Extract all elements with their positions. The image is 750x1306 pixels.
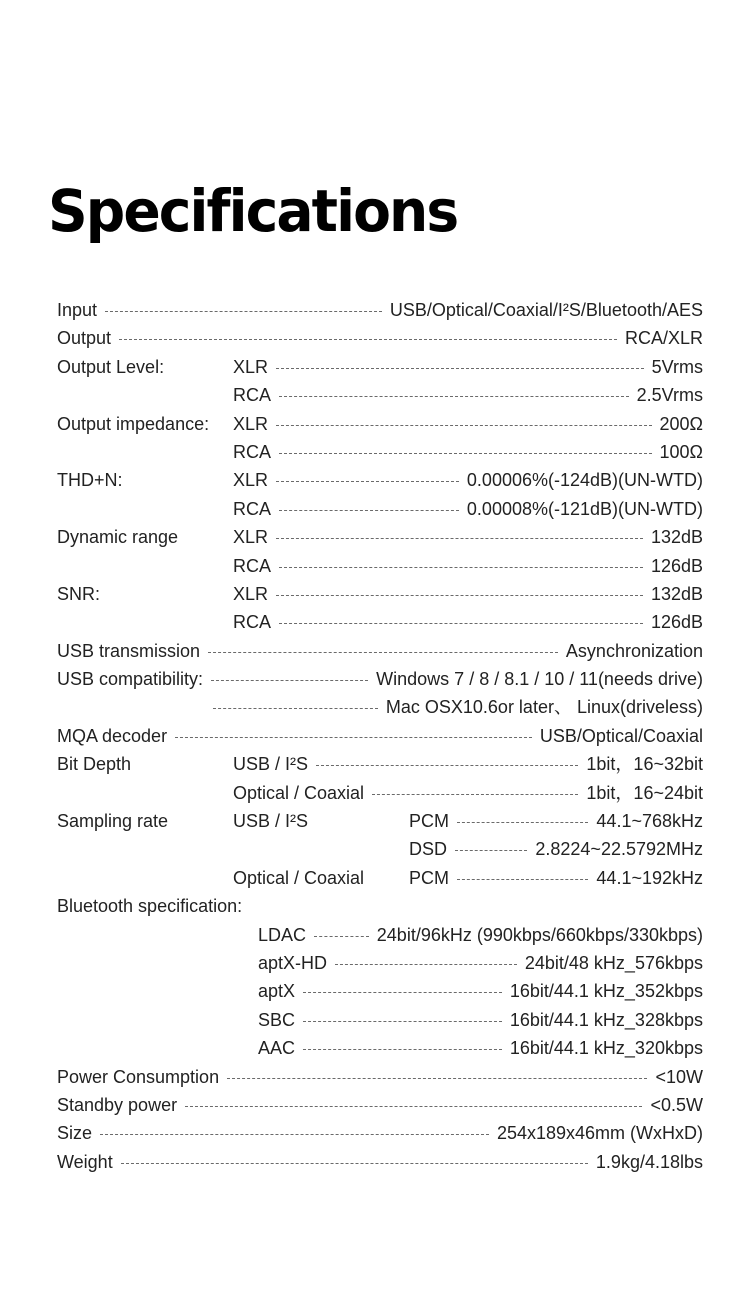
- spec-row: [0, 552, 750, 580]
- spec-list: [0, 296, 750, 1176]
- spec-sublabel: USB / I²S: [233, 754, 309, 775]
- leader-dots: [457, 879, 588, 880]
- spec-sublabel: RCA: [233, 555, 272, 576]
- leader-dots: [335, 964, 517, 965]
- leader-dots: [279, 396, 629, 397]
- leader-dots: [303, 1021, 502, 1022]
- leader-dots: [276, 538, 643, 539]
- spec-label: THD+N:: [57, 470, 123, 491]
- spec-value: 16bit/44.1 kHz_320kbps: [509, 1038, 703, 1059]
- bluetooth-codec: AAC: [258, 1038, 296, 1059]
- spec-sublabel: USB / I²S: [233, 811, 309, 832]
- leader-dots: [105, 311, 382, 312]
- spec-row: [0, 779, 750, 807]
- leader-dots: [303, 992, 502, 993]
- spec-format: PCM: [409, 811, 449, 832]
- spec-value: 126dB: [650, 612, 703, 633]
- spec-label: Power Consumption: [57, 1066, 220, 1087]
- leader-dots: [119, 339, 617, 340]
- spec-sublabel: RCA: [233, 441, 272, 462]
- spec-value: RCA/XLR: [624, 328, 703, 349]
- spec-sublabel: RCA: [233, 612, 272, 633]
- spec-sublabel: RCA: [233, 385, 272, 406]
- spec-value: 5Vrms: [651, 356, 703, 377]
- leader-dots: [175, 737, 532, 738]
- spec-value: 100Ω: [659, 441, 703, 462]
- spec-value: 0.00006%(-124dB)(UN-WTD): [466, 470, 703, 491]
- spec-row: [0, 1148, 750, 1176]
- spec-value: 16bit/44.1 kHz_328kbps: [509, 1009, 703, 1030]
- bluetooth-codec: SBC: [258, 1009, 296, 1030]
- spec-sublabel: XLR: [233, 413, 269, 434]
- spec-label: USB compatibility:: [57, 669, 204, 690]
- spec-value: 1.9kg/4.18lbs: [595, 1151, 703, 1172]
- leader-dots: [227, 1078, 647, 1079]
- spec-value: 2.5Vrms: [636, 385, 703, 406]
- spec-label: Sampling rate: [57, 811, 169, 832]
- spec-value: 254x189x46mm (WxHxD): [496, 1123, 703, 1144]
- spec-row: [0, 580, 750, 608]
- spec-label: Output impedance:: [57, 413, 210, 434]
- spec-row: [0, 977, 750, 1005]
- spec-row: [0, 438, 750, 466]
- spec-row: [0, 1063, 750, 1091]
- spec-sublabel: XLR: [233, 356, 269, 377]
- spec-sublabel: XLR: [233, 527, 269, 548]
- leader-dots: [279, 453, 651, 454]
- leader-dots: [213, 708, 378, 709]
- leader-dots: [455, 850, 527, 851]
- leader-dots: [276, 425, 651, 426]
- spec-label: Standby power: [57, 1094, 178, 1115]
- leader-dots: [316, 765, 578, 766]
- spec-row: [0, 495, 750, 523]
- spec-label: Weight: [57, 1151, 113, 1172]
- bluetooth-codec: aptX-HD: [258, 952, 328, 973]
- spec-format: PCM: [409, 867, 449, 888]
- spec-value: 44.1~192kHz: [596, 867, 703, 888]
- leader-dots: [279, 623, 643, 624]
- spec-row: [0, 693, 750, 721]
- spec-row: [0, 324, 750, 352]
- spec-sublabel: XLR: [233, 470, 269, 491]
- spec-label: MQA decoder: [57, 725, 168, 746]
- spec-value: <10W: [655, 1066, 703, 1087]
- spec-row: [0, 665, 750, 693]
- spec-value: 1bit，16~32bit: [586, 754, 703, 775]
- spec-label: Input: [57, 300, 98, 320]
- spec-row: [0, 523, 750, 551]
- spec-value: 132dB: [650, 583, 703, 604]
- spec-row: [0, 864, 750, 892]
- spec-sublabel: RCA: [233, 498, 272, 519]
- spec-label: Bit Depth: [57, 754, 132, 775]
- spec-row: [0, 921, 750, 949]
- spec-sublabel: Optical / Coaxial: [233, 782, 365, 803]
- spec-row: [0, 835, 750, 863]
- spec-value: 200Ω: [659, 413, 703, 434]
- leader-dots: [314, 936, 369, 937]
- spec-label: USB transmission: [57, 640, 201, 661]
- spec-row: [0, 750, 750, 778]
- leader-dots: [185, 1106, 642, 1107]
- spec-label: Bluetooth specification:: [57, 896, 243, 917]
- spec-value: 44.1~768kHz: [596, 811, 703, 832]
- leader-dots: [100, 1134, 489, 1135]
- spec-value: USB/Optical/Coaxial/I²S/Bluetooth/AES: [389, 300, 703, 320]
- spec-row: [0, 949, 750, 977]
- bluetooth-codec: aptX: [258, 981, 296, 1002]
- leader-dots: [121, 1163, 588, 1164]
- leader-dots: [303, 1049, 502, 1050]
- spec-sublabel: XLR: [233, 583, 269, 604]
- spec-label: Output: [57, 328, 112, 349]
- spec-label: SNR:: [57, 583, 101, 604]
- leader-dots: [276, 368, 644, 369]
- spec-row: [0, 1006, 750, 1034]
- spec-row: [0, 1034, 750, 1062]
- leader-dots: [276, 481, 459, 482]
- spec-value: 24bit/96kHz (990kbps/660kbps/330kbps): [376, 924, 703, 945]
- spec-value: 126dB: [650, 555, 703, 576]
- spec-row: [0, 410, 750, 438]
- spec-value: USB/Optical/Coaxial: [539, 725, 703, 746]
- spec-row: [0, 608, 750, 636]
- bluetooth-codec: LDAC: [258, 924, 307, 945]
- leader-dots: [372, 794, 578, 795]
- spec-value: Mac OSX10.6or later、 Linux(driveless): [385, 697, 703, 718]
- leader-dots: [211, 680, 368, 681]
- spec-row: [0, 1119, 750, 1147]
- spec-value: 1bit，16~24bit: [586, 782, 703, 803]
- spec-row: [0, 353, 750, 381]
- spec-row: [0, 722, 750, 750]
- spec-row: [0, 807, 750, 835]
- spec-value: 16bit/44.1 kHz_352kbps: [509, 981, 703, 1002]
- spec-value: Asynchronization: [565, 640, 703, 661]
- page-title: Specifications: [48, 177, 458, 245]
- leader-dots: [279, 510, 459, 511]
- spec-value: <0.5W: [650, 1094, 703, 1115]
- spec-label: Size: [57, 1123, 93, 1144]
- leader-dots: [457, 822, 588, 823]
- spec-label: Output Level:: [57, 356, 165, 377]
- spec-row: [0, 637, 750, 665]
- spec-value: 24bit/48 kHz_576kbps: [524, 952, 703, 973]
- leader-dots: [208, 652, 558, 653]
- leader-dots: [279, 567, 643, 568]
- spec-value: 2.8224~22.5792MHz: [535, 839, 703, 860]
- spec-value: 132dB: [650, 527, 703, 548]
- spec-row: [0, 1091, 750, 1119]
- spec-row: [0, 892, 750, 920]
- spec-value: Windows 7 / 8 / 8.1 / 10 / 11(needs drive): [376, 669, 703, 690]
- spec-format: DSD: [409, 839, 448, 860]
- leader-dots: [276, 595, 643, 596]
- spec-value: 0.00008%(-121dB)(UN-WTD): [466, 498, 703, 519]
- spec-row: [0, 296, 750, 324]
- spec-sublabel: Optical / Coaxial: [233, 867, 365, 888]
- spec-row: [0, 381, 750, 409]
- spec-row: [0, 466, 750, 494]
- spec-label: Dynamic range: [57, 527, 179, 548]
